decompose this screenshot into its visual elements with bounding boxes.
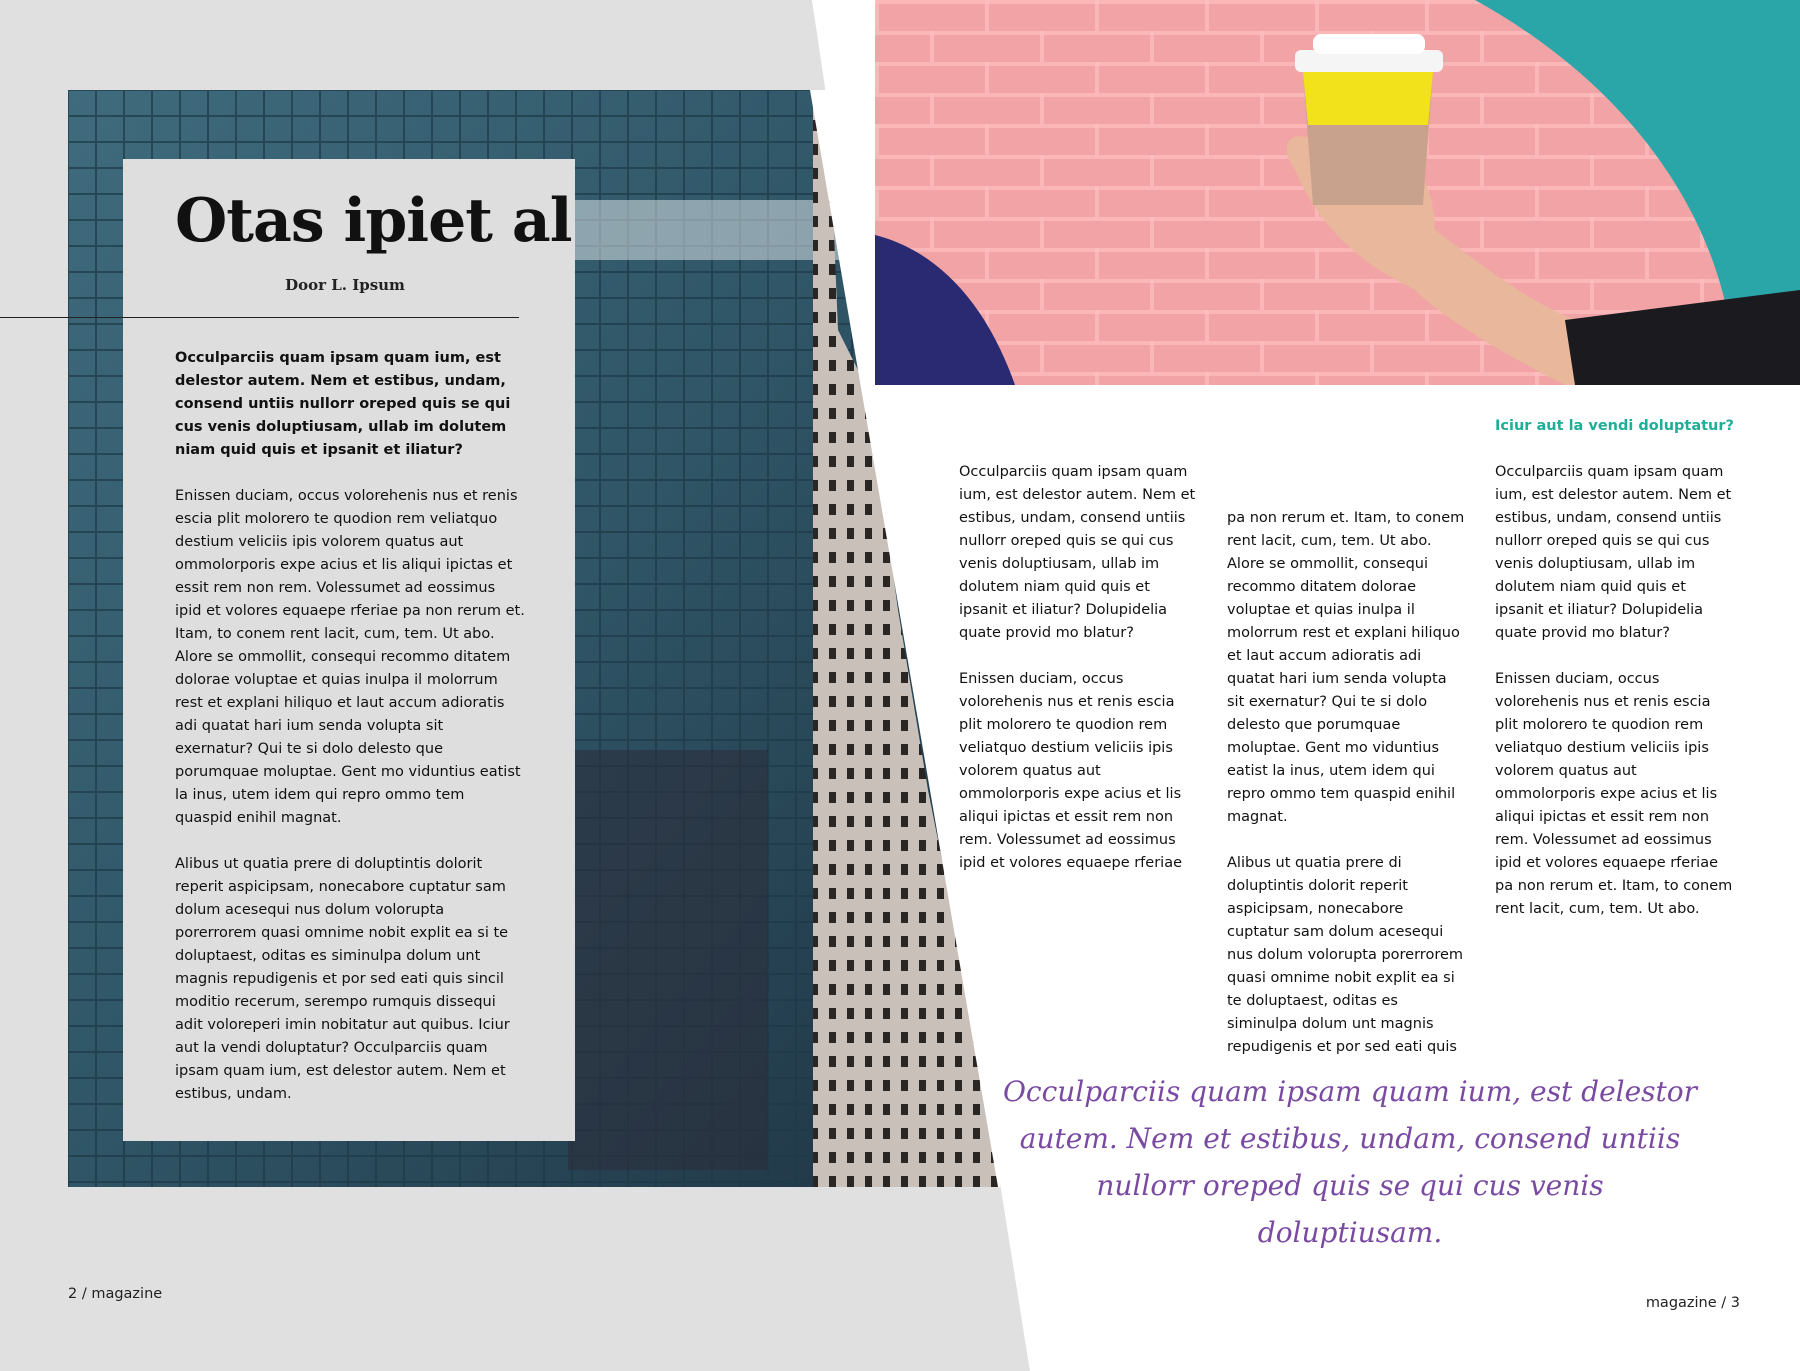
paragraph: Enissen duciam, occus volorehenis nus et renis escia plit molorero te quodion rem veliatquo destium veliciis ipis volorem quatus aut ommolorporis expe acius et lis aliqui ipictas et essit rem non rem. Volessumet ad eossimus ipid et volores equaepe rferiae bbox=[959, 671, 1183, 871]
column-3 bbox=[1495, 415, 1735, 944]
column-1 bbox=[959, 461, 1199, 898]
column-2 bbox=[1227, 507, 1467, 1082]
paragraph: Alibus ut quatia prere di doluptintis dolorit reperit aspicipsam, nonecabore cuptatur sam dolum acesequi nus dolum volorupta porerrorem quasi omnime nobit explit ea si te doluptaest, oditas es siminulpa dolum unt magnis repudigenis et por sed eati quis bbox=[1227, 855, 1464, 1055]
paragraph: Occulparciis quam ipsam quam ium, est delestor autem. Nem et estibus, undam, consend untiis nullorr oreped quis se qui cus venis doluptiusam, ullab im dolutem niam quid quis et ipsanit et iliatur? Dolupidelia quate provid mo blatur? bbox=[1495, 464, 1732, 641]
paragraph: Enissen duciam, occus volorehenis nus et renis escia plit molorero te quodion rem veliatquo destium veliciis ipis volorem quatus aut ommolorporis expe acius et lis aliqui ipictas et essit rem non rem. Volessumet ad eossimus ipid et volores equaepe rferiae pa non rerum et. Itam, to conem rent lacit, cum, tem. Ut abo. Alore se ommollit, consequi recommo ditatem dolorae voluptae et quias inulpa il molorrum rest et explani hiliquo et laut accum adioratis adi quatat hari ium senda volupta sit exernatur? Qui te si dolo delesto que porumquae moluptae. Gent mo viduntius eatist la inus, utem idem qui repro ommo tem quaspid enihil magnat. bbox=[175, 488, 525, 826]
coffee-photo bbox=[875, 0, 1800, 385]
paragraph: Occulparciis quam ipsam quam ium, est delestor autem. Nem et estibus, undam, consend untiis nullorr oreped quis se qui cus venis doluptiusam, ullab im dolutem niam quid quis et ipsanit et iliatur? Dolupidelia quate provid mo blatur? bbox=[959, 464, 1196, 641]
lead-paragraph: Occulparciis quam ipsam quam ium, est delestor autem. Nem et estibus, undam, consend untiis nullorr oreped quis se qui cus venis doluptiusam, ullab im dolutem niam quid quis et ipsanit et iliatur? bbox=[175, 350, 511, 458]
paragraph: pa non rerum et. Itam, to conem rent lacit, cum, tem. Ut abo. Alore se ommollit, consequi recommo ditatem dolorae voluptae et quias inulpa il molorrum rest et explani hiliquo et laut accum adioratis adi quatat hari ium senda volupta sit exernatur? Qui te si dolo delesto que porumquae moluptae. Gent mo viduntius eatist la inus, utem idem qui repro ommo tem quaspid enihil magnat. bbox=[1227, 510, 1465, 825]
title-divider bbox=[0, 317, 519, 318]
paragraph: Alibus ut quatia prere di doluptintis dolorit reperit aspicipsam, nonecabore cuptatur sam dolum acesequi nus dolum volorupta porerrorem quasi omnime nobit explit ea si te doluptaest, oditas es siminulpa dolum unt magnis repudigenis et por sed eati quis sincil moditio recerum, serempo rumquis dissequi adit voloreperi imin nobitatur aut quibus. Iciur aut la vendi doluptatur? Occulparciis quam ipsam quam ium, est delestor autem. Nem et estibus, undam. bbox=[175, 856, 510, 1102]
page-number-right: magazine / 3 bbox=[1645, 1295, 1740, 1311]
paragraph: Enissen duciam, occus volorehenis nus et renis escia plit molorero te quodion rem veliatquo destium veliciis ipis volorem quatus aut ommolorporis expe acius et lis aliqui ipictas et essit rem non rem. Volessumet ad eossimus ipid et volores equaepe rferiae pa non rerum et. Itam, to conem rent lacit, cum, tem. Ut abo. bbox=[1495, 671, 1733, 917]
left-body-text bbox=[175, 485, 525, 1129]
article-title: Otas ipiet al bbox=[175, 186, 572, 256]
pull-quote: Occulparciis quam ipsam quam ium, est delestor autem. Nem et estibus, undam, consend untiis nullorr oreped quis se qui cus venis doluptiusam. bbox=[1002, 1075, 1698, 1249]
byline: Door L. Ipsum bbox=[285, 276, 405, 294]
column-subheading: Iciur aut la vendi doluptatur? bbox=[1495, 418, 1734, 434]
page-number-left: 2 / magazine bbox=[68, 1286, 163, 1302]
